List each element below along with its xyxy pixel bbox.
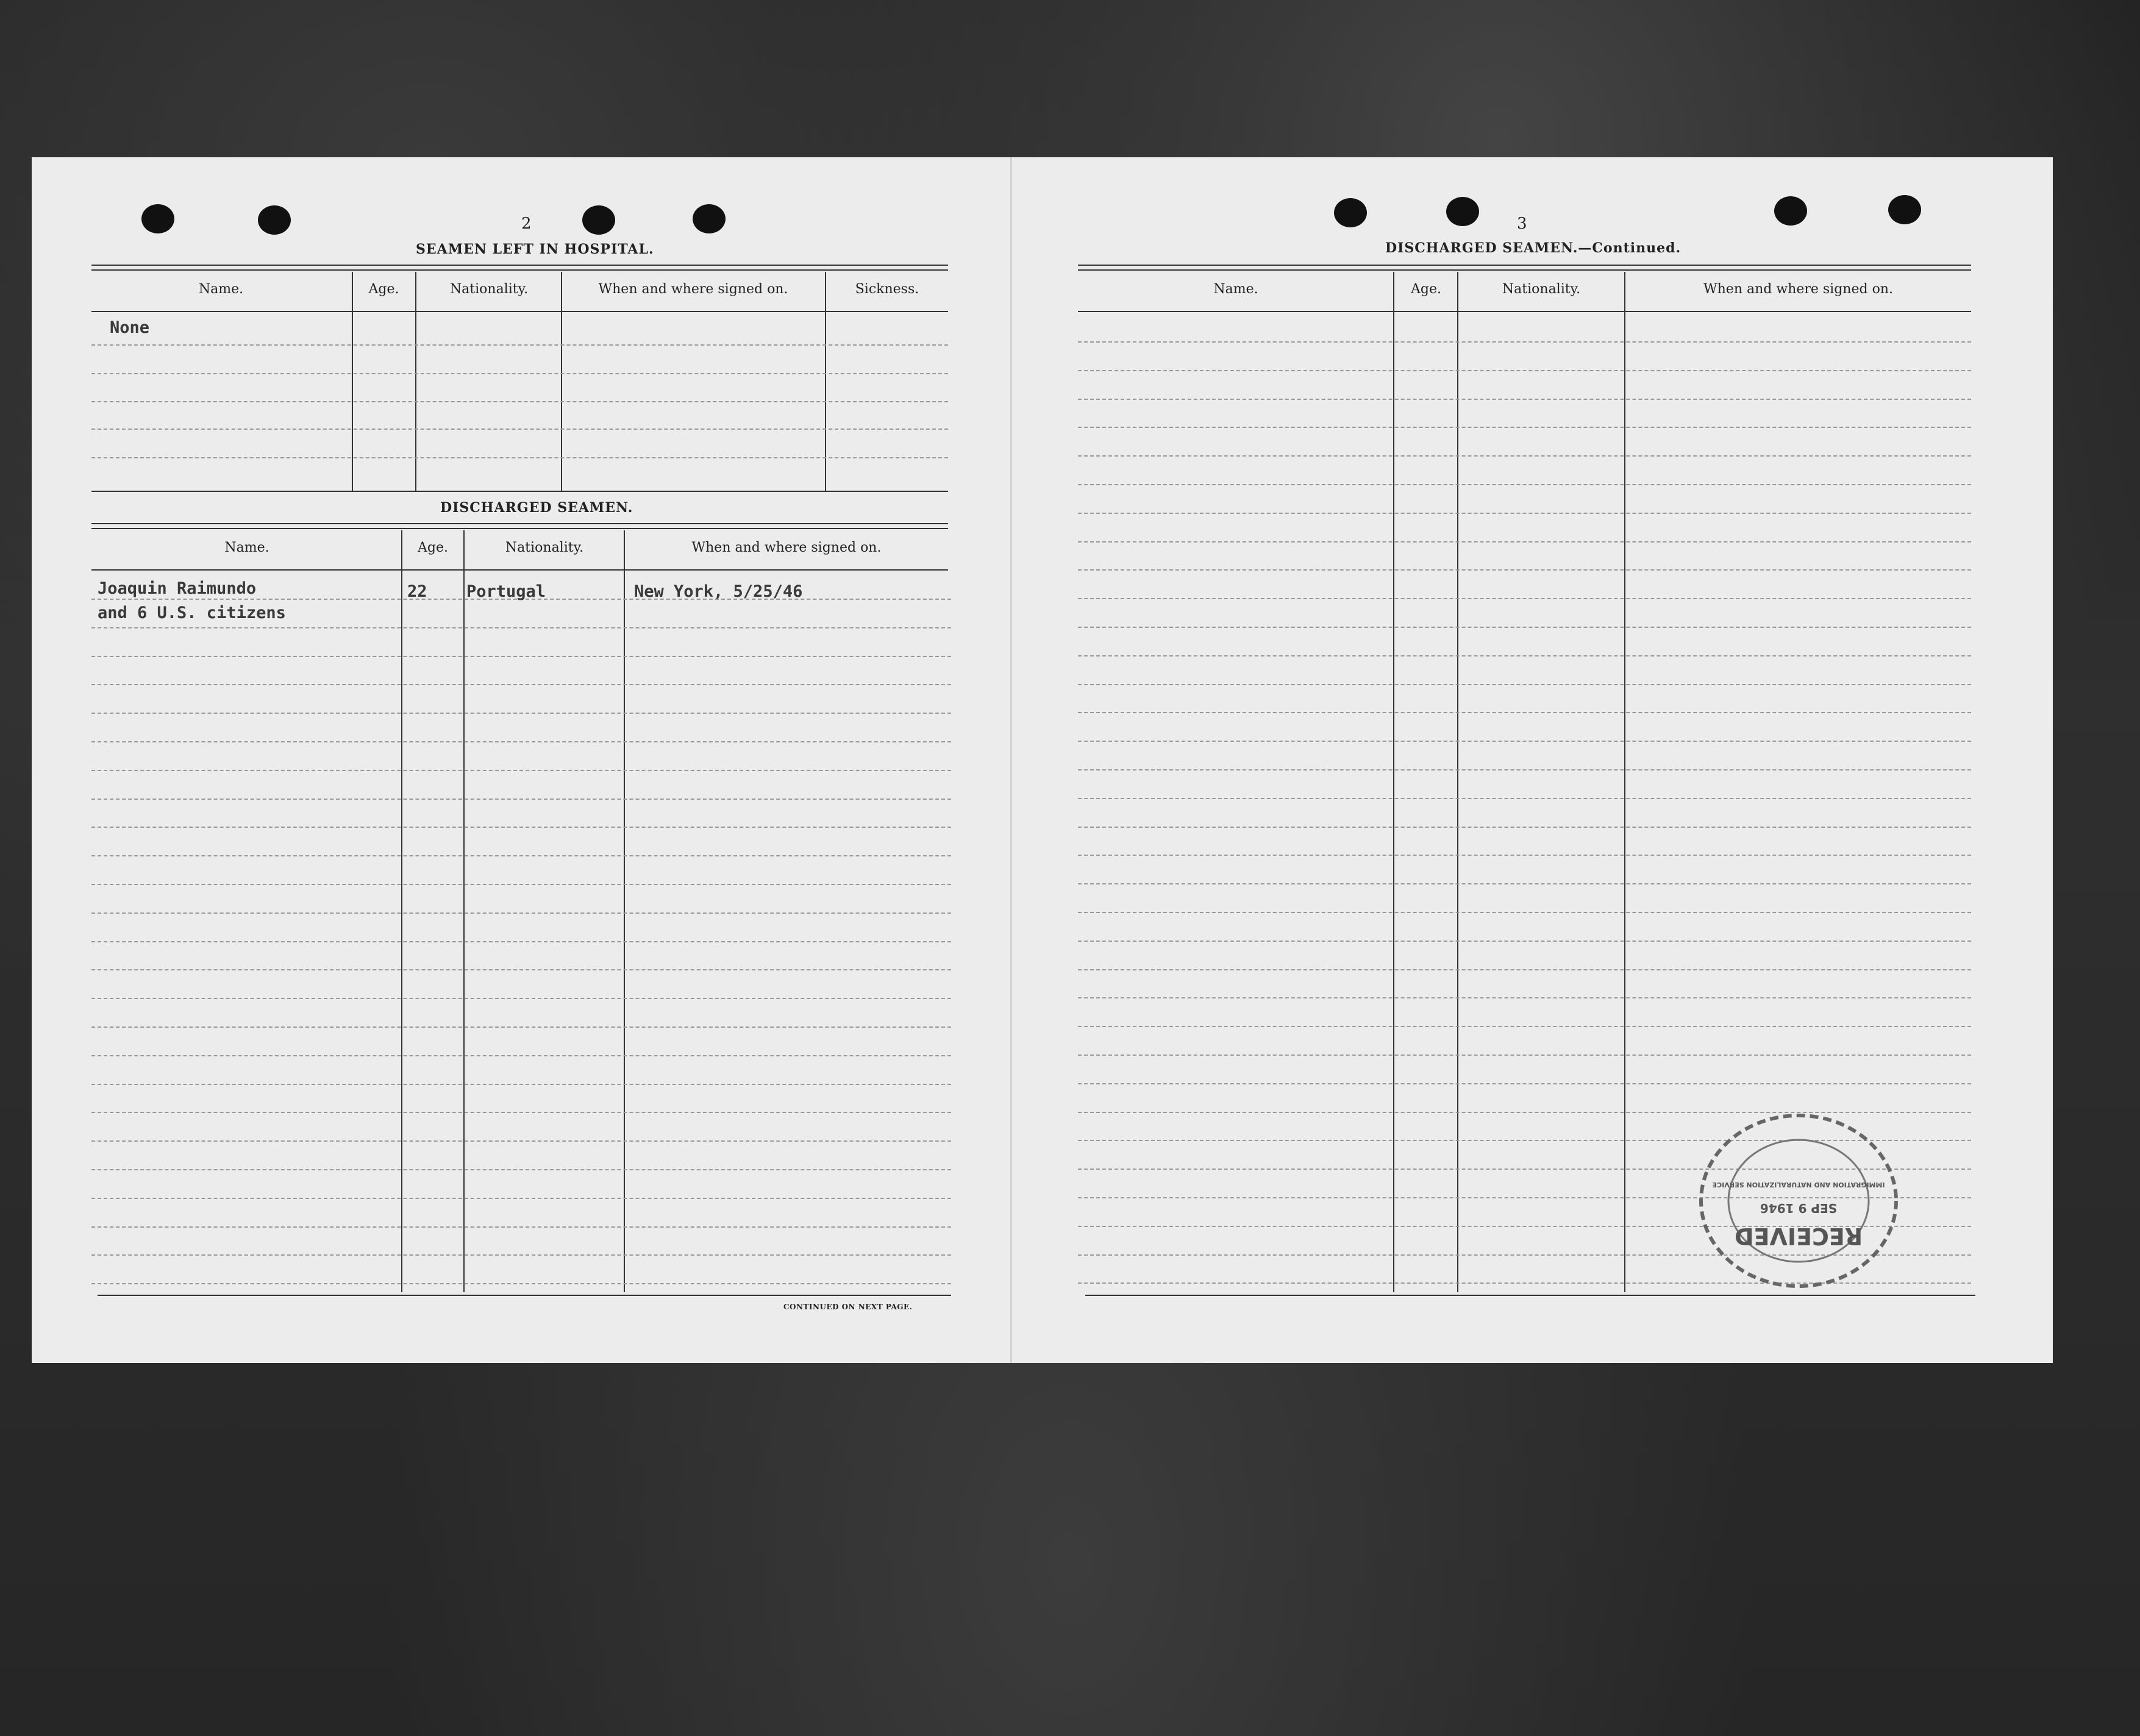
ruled-line (1078, 627, 1971, 628)
ruled-line (91, 941, 951, 942)
punch-hole-5 (1334, 198, 1367, 227)
right-header-signed-on: When and where signed on. (1703, 282, 1893, 297)
ruled-line (1078, 541, 1971, 542)
ruled-line (91, 741, 951, 742)
ruled-line (91, 1226, 951, 1228)
ruled-line (91, 1283, 951, 1284)
ruled-line (91, 827, 951, 828)
ruled-line (1078, 883, 1971, 884)
discharged-continued-title: DISCHARGED SEAMEN.—Continued. (1385, 240, 1682, 256)
page-number-right: 3 (1517, 215, 1527, 233)
ruled-line (91, 373, 948, 374)
ruled-line (1078, 370, 1971, 371)
hospital-section-title: SEAMEN LEFT IN HOSPITAL. (416, 241, 654, 257)
hospital-col-divider (415, 272, 416, 491)
ruled-line (1078, 684, 1971, 685)
discharged-signed-on: New York, 5/25/46 (634, 582, 803, 601)
ruled-line (1078, 997, 1971, 998)
ruled-line (1078, 798, 1971, 799)
right-top-rule (1078, 265, 1971, 271)
ruled-line (1078, 399, 1971, 400)
discharged-section-title: DISCHARGED SEAMEN. (440, 500, 633, 516)
ruled-line (1078, 484, 1971, 485)
right-header-name: Name. (1213, 282, 1258, 297)
ruled-line (91, 457, 948, 458)
discharged-col-divider (463, 530, 465, 1292)
ruled-line (91, 799, 951, 800)
ruled-line (1078, 969, 1971, 970)
ruled-line (91, 713, 951, 714)
received-stamp (1695, 1109, 1902, 1292)
discharged-name-line2: and 6 U.S. citizens (98, 603, 286, 622)
stamp-agency-text: IMMIGRATION AND NATURALIZATION SERVICE (1712, 1181, 1885, 1189)
ruled-line (1078, 941, 1971, 942)
discharged-col-divider (401, 530, 402, 1292)
right-col-divider (1457, 272, 1458, 1292)
stamp-received-text: RECEIVED (1734, 1223, 1863, 1250)
discharged-name-line1: Joaquin Raimundo (98, 579, 257, 598)
ruled-line (91, 1198, 951, 1199)
discharged-top-rule (91, 523, 948, 529)
right-header-age: Age. (1411, 282, 1441, 297)
ruled-line (91, 684, 951, 685)
hospital-top-rule (91, 265, 948, 271)
hospital-entry-none: None (110, 318, 150, 337)
ruled-line (1078, 598, 1971, 599)
punch-hole-3 (582, 205, 615, 235)
ruled-line (1078, 341, 1971, 343)
ruled-line (1078, 769, 1971, 770)
ruled-line (1078, 655, 1971, 656)
ruled-line (1078, 1083, 1971, 1084)
ruled-line (1078, 513, 1971, 514)
ruled-line (1078, 741, 1971, 742)
ruled-line (91, 884, 951, 885)
discharged-bottom-rule (98, 1295, 951, 1296)
ruled-line (1078, 427, 1971, 428)
ruled-line (91, 1169, 951, 1170)
right-col-divider (1393, 272, 1394, 1292)
punch-hole-2 (258, 205, 291, 235)
punch-hole-6 (1446, 197, 1479, 226)
right-header-nationality: Nationality. (1502, 282, 1581, 297)
discharged-header-name: Name. (224, 540, 269, 555)
hospital-col-divider (561, 272, 562, 491)
discharged-header-signed-on: When and where signed on. (691, 540, 882, 555)
hospital-col-divider (352, 272, 353, 491)
discharged-header-nationality: Nationality. (505, 540, 584, 555)
ruled-line (91, 344, 948, 346)
hospital-header-signed-on: When and where signed on. (598, 282, 788, 297)
hospital-header-name: Name. (198, 282, 244, 297)
punch-hole-1 (141, 204, 174, 233)
punch-hole-7 (1774, 196, 1807, 226)
hospital-header-age: Age. (368, 282, 399, 297)
punch-hole-8 (1888, 195, 1921, 224)
hospital-bottom-rule (91, 491, 948, 492)
ruled-line (91, 1055, 951, 1056)
ruled-line (1078, 1055, 1971, 1056)
ruled-line (1078, 712, 1971, 713)
page-number-left: 2 (521, 215, 532, 233)
ruled-line (1078, 827, 1971, 828)
discharged-header-rule (91, 569, 948, 571)
ruled-line (1078, 1026, 1971, 1027)
ruled-line (91, 1084, 951, 1085)
hospital-header-nationality: Nationality. (449, 282, 529, 297)
ruled-line (91, 969, 951, 970)
ruled-line (1078, 455, 1971, 457)
ruled-line (91, 627, 951, 628)
ruled-line (91, 855, 951, 856)
continued-footer: CONTINUED ON NEXT PAGE. (783, 1303, 913, 1311)
ruled-line (1078, 912, 1971, 913)
ruled-line (91, 401, 948, 402)
discharged-col-divider (624, 530, 625, 1292)
right-header-rule (1078, 311, 1971, 312)
stamp-date-text: SEP 9 1946 (1760, 1201, 1838, 1215)
ruled-line (91, 656, 951, 657)
ruled-line (91, 998, 951, 999)
ruled-line (1078, 855, 1971, 856)
ruled-line (91, 770, 951, 771)
right-bottom-rule (1085, 1295, 1975, 1296)
ruled-line (91, 429, 948, 430)
hospital-col-divider (825, 272, 826, 491)
discharged-header-age: Age. (418, 540, 448, 555)
ruled-line (91, 1026, 951, 1028)
punch-hole-4 (693, 204, 726, 233)
page-fold (1010, 157, 1012, 1363)
discharged-age: 22 (407, 582, 427, 601)
ruled-line (91, 1254, 951, 1256)
ruled-line (91, 912, 951, 914)
ruled-line (91, 1140, 951, 1142)
hospital-header-sickness: Sickness. (855, 282, 919, 297)
hospital-header-rule (91, 311, 948, 312)
discharged-nationality: Portugal (466, 582, 546, 601)
right-col-divider (1624, 272, 1625, 1292)
ruled-line (1078, 569, 1971, 571)
ruled-line (91, 1112, 951, 1113)
